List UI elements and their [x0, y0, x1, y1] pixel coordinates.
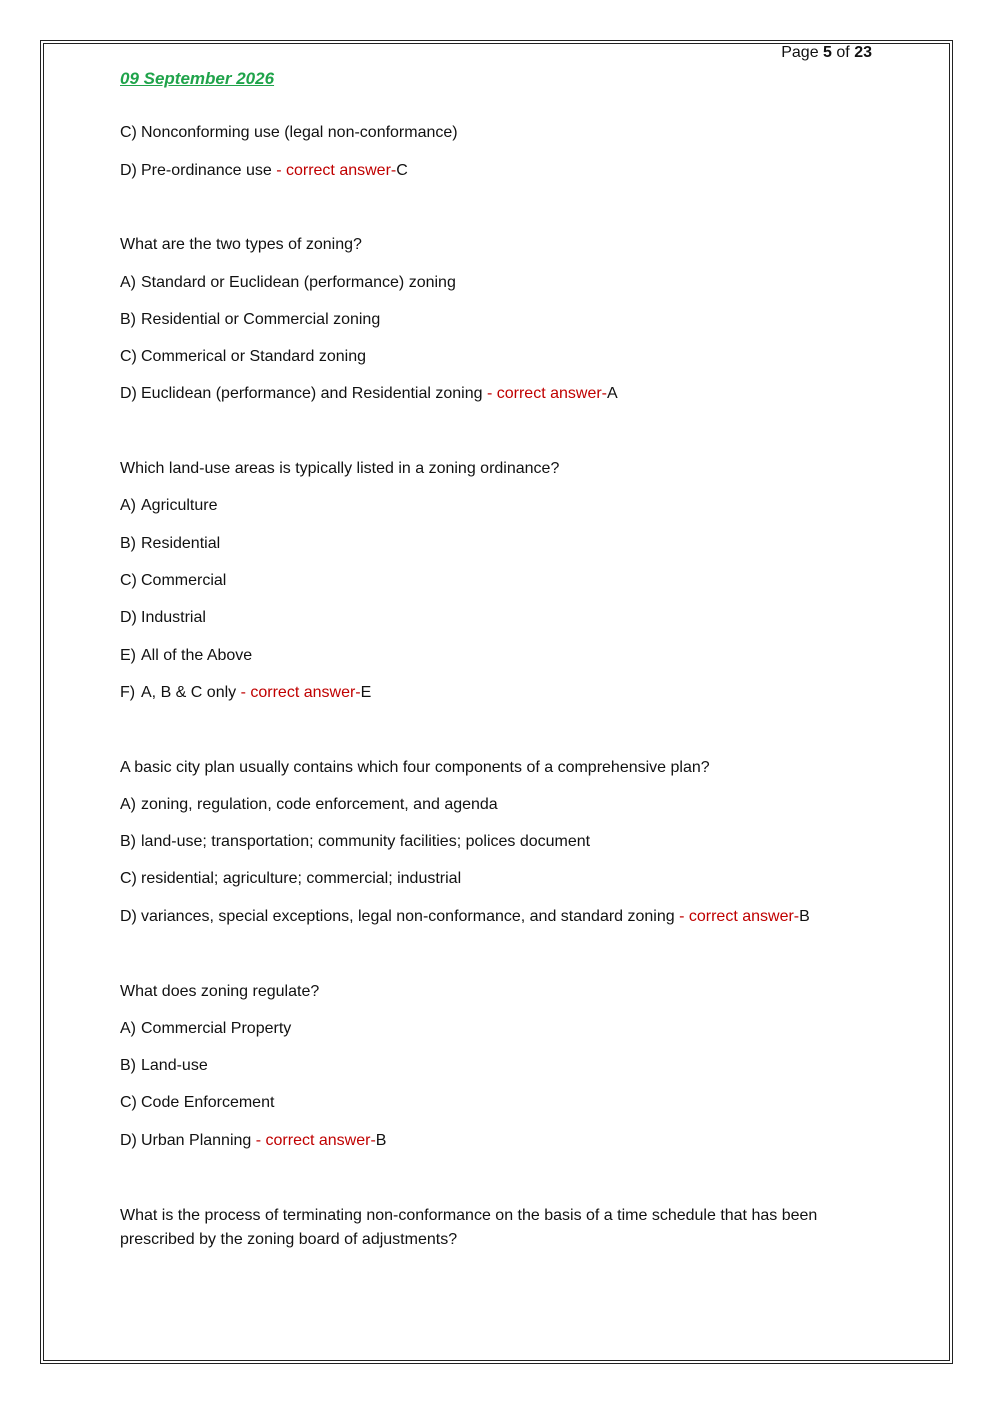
- answer-option: [120, 382, 618, 406]
- option-text: Code Enforcement: [141, 1094, 275, 1111]
- option-text: Residential or Commercial zoning: [141, 311, 381, 328]
- question-text: A basic city plan usually contains which four components of a comprehensive plan?: [120, 759, 710, 776]
- option-letter: D): [120, 385, 137, 402]
- answer-option: [120, 532, 220, 556]
- option-letter: C): [120, 572, 137, 589]
- question-text: What does zoning regulate?: [120, 983, 320, 1000]
- correct-answer-marker: - correct answer-: [236, 684, 361, 701]
- correct-answer-marker: - correct answer-: [674, 908, 800, 925]
- question-text: What is the process of terminating non-conformance on the basis of a time schedule that has been prescribed by the zoning board of adjustments?: [120, 1207, 818, 1248]
- option-text: zoning, regulation, code enforcement, and agenda: [141, 796, 498, 813]
- answer-option: [120, 867, 461, 891]
- option-letter: F): [120, 684, 136, 701]
- option-text: Land-use: [141, 1057, 208, 1074]
- option-letter: B): [120, 1057, 136, 1074]
- option-text: Residential: [141, 535, 221, 552]
- option-text: Nonconforming use (legal non-conformance): [141, 124, 458, 141]
- option-letter: B): [120, 311, 136, 328]
- option-text: variances, special exceptions, legal non-conformance, and standard zoning: [141, 908, 675, 925]
- correct-answer-letter: B: [799, 908, 810, 925]
- answer-option: [120, 345, 366, 369]
- page-label: Page: [781, 44, 819, 61]
- option-text: Pre-ordinance use: [141, 162, 272, 179]
- option-letter: D): [120, 1132, 137, 1149]
- option-letter: D): [120, 162, 137, 179]
- option-letter: A): [120, 274, 136, 291]
- question-text: What are the two types of zoning?: [120, 236, 362, 253]
- answer-option: [120, 681, 371, 705]
- answer-option: [120, 308, 380, 332]
- answer-option: [120, 1054, 208, 1078]
- page-number: [781, 44, 872, 62]
- option-text: Urban Planning: [141, 1132, 252, 1149]
- option-text: Commercial Property: [141, 1020, 292, 1037]
- correct-answer-letter: B: [375, 1132, 387, 1149]
- answer-option: [120, 793, 498, 817]
- option-letter: C): [120, 348, 137, 365]
- option-letter: C): [120, 1094, 137, 1111]
- answer-option: [120, 121, 458, 145]
- answer-option: [120, 271, 456, 295]
- answer-option: [120, 1129, 386, 1153]
- page-total: 23: [854, 44, 872, 61]
- answer-option: [120, 569, 226, 593]
- option-letter: E): [120, 647, 136, 664]
- option-text: land-use; transportation; community facilities; polices document: [141, 833, 591, 850]
- document-date: 09 September 2026: [120, 69, 275, 88]
- correct-answer-marker: - correct answer-: [482, 385, 607, 402]
- page-current: 5: [823, 44, 832, 61]
- option-text: All of the Above: [141, 647, 253, 664]
- option-letter: A): [120, 1020, 136, 1037]
- option-text: Industrial: [141, 609, 206, 626]
- option-letter: C): [120, 124, 137, 141]
- page-of: of: [836, 44, 850, 61]
- correct-answer-marker: - correct answer-: [271, 162, 397, 179]
- option-letter: B): [120, 833, 136, 850]
- option-text: residential; agriculture; commercial; industrial: [141, 870, 462, 887]
- answer-option: [120, 830, 590, 854]
- option-text: Commerical or Standard zoning: [141, 348, 366, 365]
- correct-answer-marker: - correct answer-: [251, 1132, 376, 1149]
- option-letter: B): [120, 535, 136, 552]
- option-letter: C): [120, 870, 137, 887]
- answer-option: [120, 644, 252, 668]
- answer-option: [120, 494, 217, 518]
- option-letter: D): [120, 908, 137, 925]
- question-text: Which land-use areas is typically listed in a zoning ordinance?: [120, 460, 560, 477]
- option-text: Commercial: [141, 572, 227, 589]
- correct-answer-letter: C: [396, 162, 408, 179]
- answer-option: [120, 1091, 274, 1115]
- answer-option: [120, 606, 206, 630]
- option-text: A, B & C only: [141, 684, 237, 701]
- answer-option: [120, 1017, 291, 1041]
- option-text: Agriculture: [141, 497, 218, 514]
- option-letter: D): [120, 609, 137, 626]
- option-letter: A): [120, 497, 136, 514]
- option-text: Euclidean (performance) and Residential zoning: [141, 385, 483, 402]
- correct-answer-letter: A: [607, 385, 618, 402]
- correct-answer-letter: E: [360, 684, 372, 701]
- answer-option: [120, 159, 408, 183]
- option-text: Standard or Euclidean (performance) zoning: [141, 274, 456, 291]
- option-letter: A): [120, 796, 136, 813]
- answer-option: [120, 905, 810, 929]
